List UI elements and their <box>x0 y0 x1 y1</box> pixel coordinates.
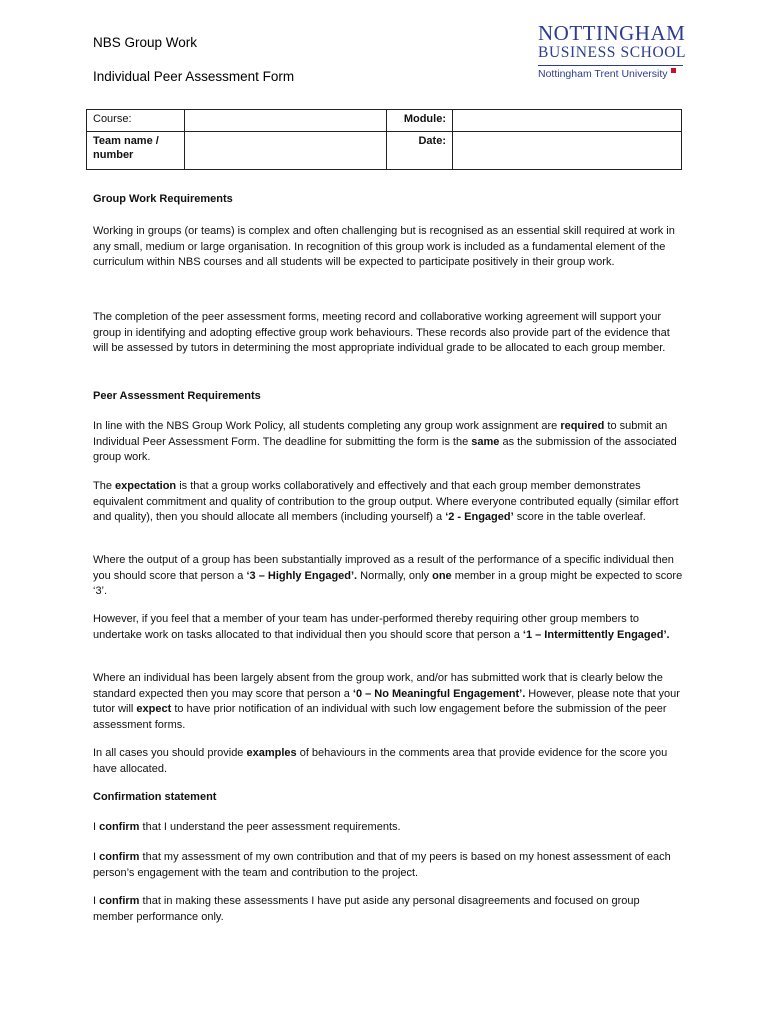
course-info-table <box>86 109 682 170</box>
group-work-paragraph-1: Working in groups (or teams) is complex and often challenging but is recognised as an essential skill required at work in any small, medium or large organisation. In recognition of this group work is included as a fundamental element of the curriculum within NBS courses and all students will be expected to participate positively in their group work. <box>93 225 675 268</box>
module-field[interactable] <box>453 110 682 132</box>
team-field[interactable] <box>185 132 387 170</box>
logo-line-business-school: BUSINESS SCHOOL <box>538 44 687 61</box>
peer-paragraph-2: The expectation is that a group works collaboratively and effectively and that each group member demonstrates equivalent commitment and quality of contribution to the group output. Where everyone contributed equally (similar effort and quality), then you should allocate all members (including yourself) a ‘2 - Engaged’ score in the table overleaf. <box>93 480 679 523</box>
confirmation-statement-1: I confirm that I understand the peer assessment requirements. <box>93 821 401 833</box>
course-field[interactable] <box>185 110 387 132</box>
group-work-paragraph-2: The completion of the peer assessment forms, meeting record and collaborative working agreement will support your group in identifying and adopting effective group work behaviours. These records also provide part of the evidence that will be assessed by tutors in determining the most appropriate individual grade to be allocated to each group member. <box>93 311 670 354</box>
peer-paragraph-5: Where an individual has been largely absent from the group work, and/or has submitted work that is clearly below the standard expected then you may score that person a ‘0 – No Meaningful Engagement’. However, please note that your tutor will expect to have prior notification of an individual with such low engagement before the submission of the peer assessment forms. <box>93 672 680 731</box>
date-field[interactable] <box>453 132 682 170</box>
nbs-logo <box>538 22 688 80</box>
logo-rule <box>538 65 683 66</box>
peer-paragraph-1: In line with the NBS Group Work Policy, all students completing any group work assignment are required to submit an Individual Peer Assessment Form. The deadline for submitting the form is the same as the submission of the associated group work. <box>93 420 677 463</box>
peer-paragraph-3: Where the output of a group has been substantially improved as a result of the performance of a specific individual then you should score that person a ‘3 – Highly Engaged’. Normally, only one member in a group might be expected to score ‘3’. <box>93 554 683 597</box>
peer-assessment-heading: Peer Assessment Requirements <box>93 390 261 402</box>
peer-paragraph-4: However, if you feel that a member of your team has under-performed thereby requiring other group members to undertake work on tasks allocated to that individual then you should score that person a ‘1 – Intermittently Engaged’. <box>93 613 670 641</box>
form-title: Individual Peer Assessment Form <box>93 69 295 84</box>
module-label: Module: <box>387 110 453 132</box>
logo-mark-icon <box>671 68 676 73</box>
group-work-heading: Group Work Requirements <box>93 193 233 205</box>
table-row <box>87 110 682 132</box>
confirmation-heading: Confirmation statement <box>93 791 217 803</box>
logo-line-university: Nottingham Trent University <box>538 68 688 80</box>
peer-paragraph-6: In all cases you should provide examples of behaviours in the comments area that provide evidence for the score you have allocated. <box>93 747 668 775</box>
logo-line-nottingham: NOTTINGHAM <box>538 21 686 45</box>
confirmation-statement-2: I confirm that my assessment of my own contribution and that of my peers is based on my honest assessment of each person’s engagement with the team and contribution to the project. <box>93 851 671 879</box>
document-title: NBS Group Work <box>93 35 198 50</box>
date-label: Date: <box>387 132 453 170</box>
table-row <box>87 132 682 170</box>
team-label: Team name / number <box>87 132 185 170</box>
course-label: Course: <box>87 110 185 132</box>
confirmation-statement-3: I confirm that in making these assessments I have put aside any personal disagreements and focused on group member performance only. <box>93 895 640 923</box>
